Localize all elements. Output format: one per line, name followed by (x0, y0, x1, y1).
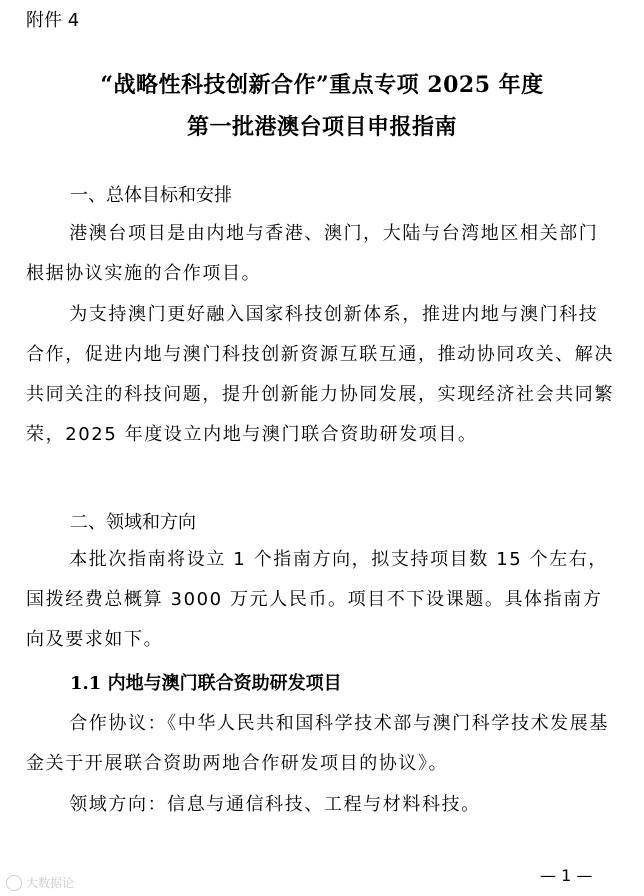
watermark-text: 大数据论 (26, 876, 75, 890)
watermark-logo-icon (6, 875, 22, 891)
section2-heading: 二、领域和方向 (70, 512, 196, 533)
field-direction-paragraph: 领域方向：信息与通信科技、工程与材料科技。 (69, 794, 481, 815)
attachment-label: 附件 4 (26, 10, 80, 31)
section2-paragraph-1: 本批次指南将设立 1 个指南方向，拟支持项目数 15 个左右，国拨经费总概算 3000 万元人民币。项目不下设课题。具体指南方向及要求如下。 (26, 549, 609, 650)
document-title-line2: 第一批港澳台项目申报指南 (186, 114, 457, 140)
document-title-line1: “战略性科技创新合作”重点专项 2025 年度 (100, 72, 544, 98)
page-number: — 1 — (540, 866, 593, 885)
section1-heading: 一、总体目标和安排 (70, 185, 232, 206)
subsection-heading: 1.1 内地与澳门联合资助研发项目 (70, 673, 342, 694)
section1-paragraph-2: 为支持澳门更好融入国家科技创新体系，推进内地与澳门科技合作，促进内地与澳门科技创新资源互联互通，推动协同攻关、解决共同关注的科技问题，提升创新能力协同发展，实现经济社会共同繁荣，2025 年度设立内地与澳门联合资助研发项目。 (26, 304, 614, 445)
agreement-paragraph: 合作协议：《中华人民共和国科学技术部与澳门科学技术发展基金关于开展联合资助两地合作研发项目的协议》。 (26, 713, 609, 774)
section1-paragraph-1: 港澳台项目是由内地与香港、澳门，大陆与台湾地区相关部门根据协议实施的合作项目。 (26, 223, 599, 284)
watermark (6, 874, 74, 891)
